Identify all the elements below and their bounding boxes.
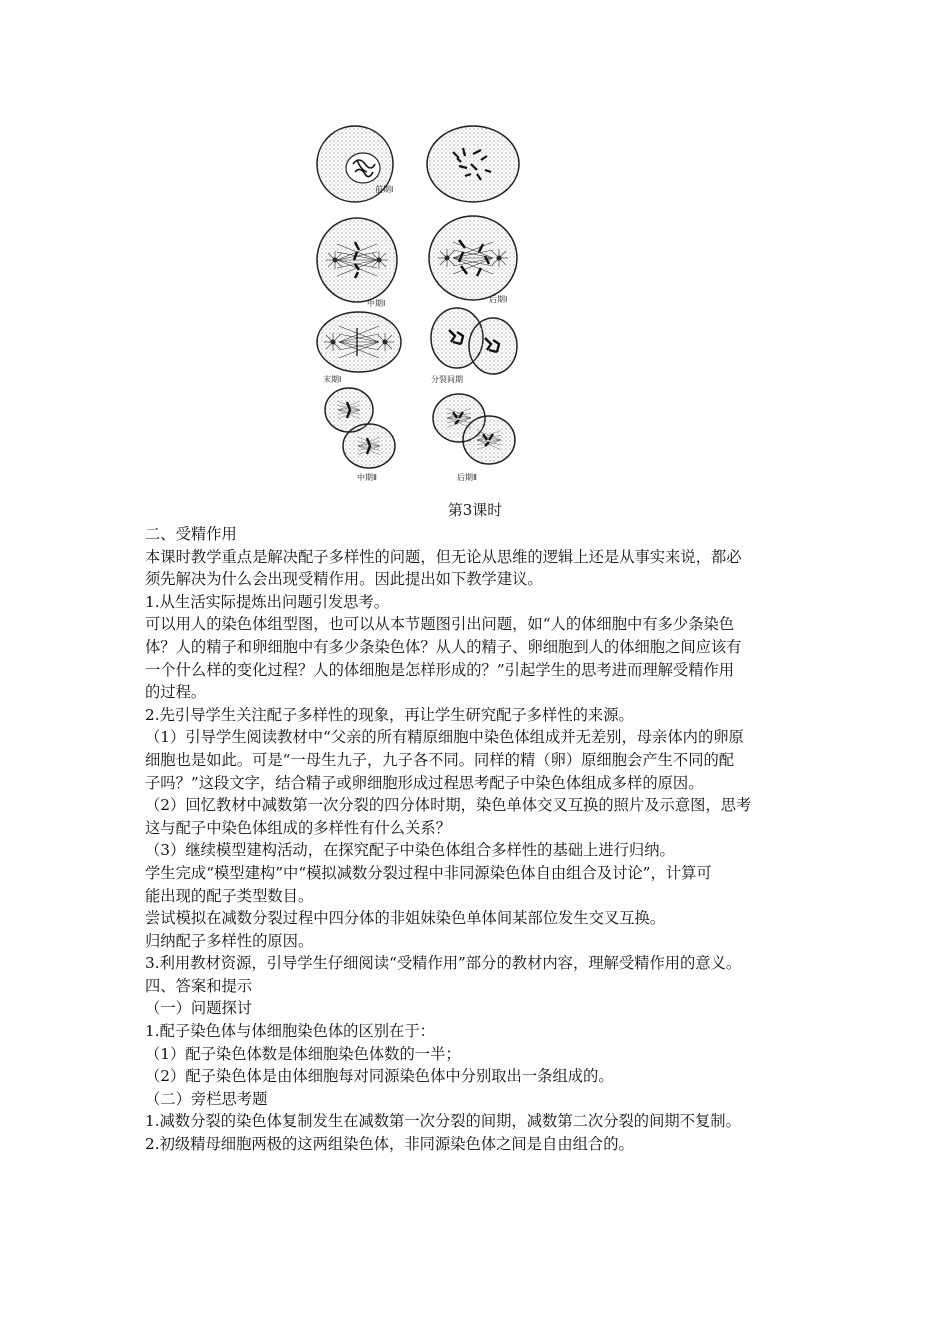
section-caption: 第3课时 [447,501,503,519]
paragraph-line: 一个什么样的变化过程？人的体细胞是怎样形成的？”引起学生的思考进而理解受精作用 [145,660,735,679]
paragraph-line: 归纳配子多样性的原因。 [145,931,314,950]
subheading: （二）旁栏思考题 [145,1089,268,1108]
cell-anaphase-2 [433,394,515,464]
label-prophase-1: 前期Ⅰ [375,185,394,194]
paragraph-line: 的过程。 [145,683,207,702]
cell-prophase-1b [427,126,519,202]
cell-metaphase-1 [317,218,397,302]
paragraph-line: 学生完成“模型建构”中“模拟减数分裂过程中非同源染色体自由组合及讨论”，计算可 [145,863,712,882]
paragraph-line: 体？人的精子和卵细胞中有多少条染色体？从人的精子、卵细胞到人的体细胞之间应该有 [145,637,742,656]
cell-interkinesis [431,308,517,374]
paragraph-line: 须先解决为什么会出现受精作用。因此提出如下教学建议。 [145,570,543,589]
label-anaphase-2: 后期Ⅱ [457,473,477,482]
paragraph-line: 可以用人的染色体组型图，也可以从本节题图引出问题，如“人的体细胞中有多少条染色 [145,615,735,634]
label-interkinesis: 分裂间期 [431,375,463,384]
list-item: 2.先引导学生关注配子多样性的现象，再让学生研究配子多样性的来源。 [145,705,634,724]
subheading: （一）问题探讨 [145,999,253,1018]
paragraph-line: 细胞也是如此。可是“一母生九子，九子各不同。同样的精（卵）原细胞会产生不同的配 [145,750,735,769]
label-metaphase-2: 中期Ⅱ [357,473,377,482]
label-metaphase-1: 中期Ⅰ [367,299,386,308]
list-item: 1.配子染色体与体细胞染色体的区别在于： [145,1022,435,1041]
paragraph-line: 这与配子中染色体组成的多样性有什么关系？ [145,818,451,837]
label-anaphase-1: 后期Ⅰ [489,295,508,304]
heading-fertilization: 二、受精作用 [145,525,237,543]
paragraph-line: 本课时教学重点是解决配子多样性的问题，但无论从思维的逻辑上还是从事实来说，都必 [145,547,742,566]
cell-anaphase-1 [429,216,517,300]
list-item: 1.减数分裂的染色体复制发生在减数第一次分裂的间期，减数第二次分裂的间期不复制。 [145,1112,741,1131]
cell-metaphase-2 [325,388,395,468]
body-text [145,523,825,1156]
list-item: 2.初级精母细胞两极的这两组染色体，非同源染色体之间是自由组合的。 [145,1135,634,1154]
list-item: 1.从生活实际提炼出问题引发思考。 [145,592,390,611]
paragraph-line: （1）引导学生阅读教材中“父亲的所有精原细胞中染色体组成并无差别，母亲体内的卵原 [145,728,744,747]
paragraph-line: （2）回忆教材中减数第一次分裂的四分体时期，染色单体交叉互换的照片及示意图，思考 [145,796,752,815]
cell-telophase-1 [317,312,401,372]
paragraph-line: （3）继续模型建构活动，在探究配子中染色体组合多样性的基础上进行归纳。 [145,841,675,860]
heading-answers: 四、答案和提示 [145,976,253,995]
meiosis-stages-figure [313,120,529,490]
paragraph-line: 能出现的配子类型数目。 [145,886,314,905]
list-item: （1）配子染色体数是体细胞染色体数的一半； [145,1044,461,1063]
paragraph-line: 尝试模拟在减数分裂过程中四分体的非姐妹染色单体间某部位发生交叉互换。 [145,909,666,928]
label-telophase-1: 末期Ⅰ [323,375,342,384]
list-item: 3.利用教材资源，引导学生仔细阅读“受精作用”部分的教材内容，理解受精作用的意义。 [145,954,742,973]
list-item: （2）配子染色体是由体细胞每对同源染色体中分别取出一条组成的。 [145,1067,614,1086]
paragraph-line: 子吗？”这段文字，结合精子或卵细胞形成过程思考配子中染色体组成多样的原因。 [145,773,704,792]
